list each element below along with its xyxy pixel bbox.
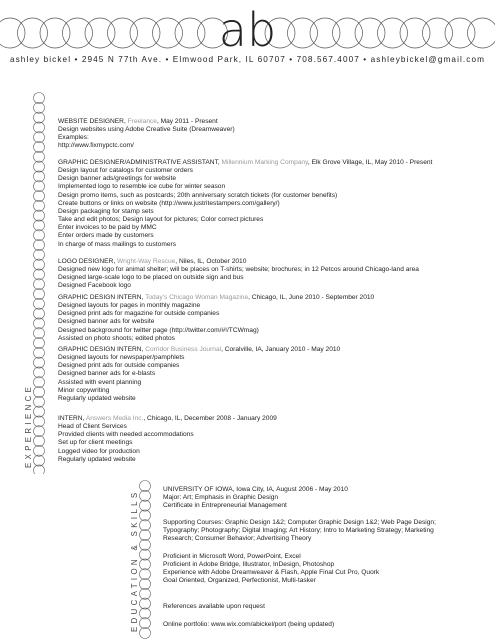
chain-circle: [34, 426, 45, 437]
entry-line: Examples:: [58, 134, 89, 142]
chain-circle: [34, 416, 45, 427]
entry-heading: GRAPHIC DESIGNER/ADMINISTRATIVE ASSISTANT, Millennium Marking Company, Elk Grove Village, IL, May 2010 - Present: [58, 159, 433, 166]
entry-line: Provided clients with needed accommodations: [58, 431, 194, 439]
header-circle: [63, 18, 93, 48]
entry-line: Designed layouts for newspaper/pamphlets: [58, 354, 185, 362]
entry-line: Assisted with event planning: [58, 378, 142, 386]
experience-entry: [58, 294, 488, 343]
chain-circle: [140, 618, 151, 629]
company-name: Today's Chicago Woman Magazine: [145, 294, 249, 301]
header-circle: [355, 18, 385, 48]
chain-circle: [34, 259, 45, 270]
entry-line: Goal Oriented, Organized, Perfectionist, Multi-tasker: [163, 577, 316, 585]
entry-line: Research; Consumer Behavior; Advertising Theory: [163, 535, 312, 543]
chain-circle: [34, 357, 45, 368]
entry-line: Designed banner ads for e-blasts: [58, 370, 156, 378]
chain-circle: [34, 142, 45, 153]
education-circle-chain: [138, 480, 152, 640]
chain-circle: [34, 171, 45, 182]
entry-line: Proficient in Adobe Bridge, Illustrator, InDesign, Photoshop: [163, 561, 335, 569]
chain-circle: [140, 500, 151, 511]
header-circle: [445, 18, 475, 48]
entry-line: Designed banner ads for website: [58, 318, 155, 326]
header-circle: [400, 18, 430, 48]
entry-line: Enter invoices to be paid by MMC: [58, 224, 157, 232]
entry-line: Designed new logo for animal shelter; will be places on T-shirts; website; brochures; in 12 Petcos around Chicago-land area: [58, 266, 419, 274]
chain-circle: [140, 628, 151, 639]
entry-line: Designed print ads for magazine for outside companies: [58, 310, 220, 318]
chain-circle: [140, 490, 151, 501]
chain-circle: [34, 279, 45, 290]
chain-circle: [34, 161, 45, 172]
chain-circle: [34, 289, 45, 300]
experience-entry: [58, 159, 488, 249]
entry-line: Set up for client meetings: [58, 439, 133, 447]
chain-circle: [34, 338, 45, 349]
entry-line: Create buttons or links on website (http://www.justritestampers.com/gallery/): [58, 199, 280, 207]
chain-circle: [34, 387, 45, 398]
entry-line: Logged video for production: [58, 447, 140, 455]
experience-entry: [58, 415, 488, 464]
entry-line: Design websites using Adobe Creative Suite (Dreamweaver): [58, 126, 235, 134]
chain-circle: [34, 102, 45, 113]
header-circle: [423, 18, 453, 48]
entry-line: Design banner ads/greetings for website: [58, 175, 177, 183]
chain-circle: [34, 132, 45, 143]
chain-circle: [34, 240, 45, 251]
chain-circle: [34, 298, 45, 309]
chain-circle: [34, 112, 45, 123]
entry-line: Design layout for catalogs for customer orders: [58, 167, 193, 175]
chain-circle: [34, 367, 45, 378]
entry-line: Designed Facebook logo: [58, 282, 131, 290]
header-circle: [153, 18, 183, 48]
chain-circle: [34, 328, 45, 339]
entry-line: Regularly updated website: [58, 455, 136, 463]
chain-circle: [34, 200, 45, 211]
header-circle-banner: [0, 0, 495, 60]
entry-line: Experience with Adobe Dreamweaver & Flash, Apple Final Cut Pro, Quork: [163, 569, 380, 577]
experience-circle-chain: [32, 92, 46, 474]
entry-line: Typography; Photography; Digital Imaging; Art History; Intro to Marketing Strategy; Marketing: [163, 527, 434, 535]
chain-circle: [140, 569, 151, 580]
chain-circle: [34, 151, 45, 162]
online-portfolio-line: Online portfolio: www.wix.com/abickel/port (being updated): [163, 621, 335, 628]
company-name: Freelance: [127, 118, 157, 125]
chain-circle: [34, 191, 45, 202]
entry-line: Major: Art; Emphasis in Graphic Design: [163, 494, 279, 502]
section-label-education: EDUCATION & SKILLS: [130, 489, 139, 632]
header-circle: [108, 18, 138, 48]
chain-circle: [140, 588, 151, 599]
chain-circle: [140, 579, 151, 590]
entry-line: Enter orders made by customers: [58, 232, 154, 240]
chain-circle: [140, 510, 151, 521]
chain-circle: [34, 455, 45, 466]
chain-circle: [34, 249, 45, 260]
entry-line: Design promo items, such as postcards; 20th anniversary scratch tickets (for customer benefits): [58, 191, 338, 199]
skills-block: [163, 553, 488, 586]
chain-circle: [34, 93, 45, 104]
entry-heading: WEBSITE DESIGNER, Freelance, May 2011 - Present: [58, 118, 218, 125]
company-name: Corridor Business Journal: [145, 346, 222, 353]
chain-circle: [34, 210, 45, 221]
entry-line: In charge of mass mailings to customers: [58, 240, 177, 248]
entry-line: Head of Client Services: [58, 423, 127, 431]
entry-line: Designed background for twitter page (http://twitter.com/#!/TCWmag): [58, 326, 259, 334]
chain-circle: [34, 406, 45, 417]
chain-circle: [140, 608, 151, 619]
entry-line: Assisted on photo shoots; edited photos: [58, 334, 175, 342]
entry-line: Regularly updated website: [58, 394, 136, 402]
header-circle: [0, 18, 25, 48]
chain-circle: [140, 559, 151, 570]
header-circle: [468, 18, 495, 48]
education-block: [163, 486, 488, 510]
entry-heading: GRAPHIC DESIGN INTERN, Today's Chicago Woman Magazine, Chicago, IL, June 2010 - September 2010: [58, 294, 375, 301]
chain-circle: [34, 220, 45, 231]
section-label-experience: EXPERIENCE: [24, 383, 33, 468]
entry-heading: INTERN, Answers Media Inc., Chicago, IL, December 2008 - January 2009: [58, 415, 277, 422]
entry-line: Designed layouts for pages in monthly magazine: [58, 302, 201, 310]
chain-circle: [34, 436, 45, 447]
entry-line: Certificate in Entrepreneurial Management: [163, 502, 287, 510]
chain-circle: [140, 530, 151, 541]
entry-line: Supporting Courses: Graphic Design 1&2; Computer Graphic Design 1&2; Web Page Design;: [163, 519, 436, 526]
chain-circle: [34, 308, 45, 319]
logo-monogram: ab: [218, 3, 277, 57]
company-name: Millennium Marking Company: [221, 159, 308, 166]
header-circle: [40, 18, 70, 48]
entry-line: Minor copywriting: [58, 386, 110, 394]
header-circle: [310, 18, 340, 48]
courses-block: [163, 519, 488, 543]
entry-line: Implemented logo to resemble ice cube for winter season: [58, 183, 226, 191]
chain-circle: [34, 445, 45, 456]
chain-circle: [34, 230, 45, 241]
entry-heading: GRAPHIC DESIGN INTERN, Corridor Business Journal, Coralville, IA, January 2010 - May 2010: [58, 346, 341, 353]
chain-circle: [34, 269, 45, 280]
entry-line: Designed print ads for outside companies: [58, 362, 180, 370]
chain-circle: [34, 377, 45, 388]
portfolio-link[interactable]: http://www.fixmypctc.com/: [58, 142, 134, 150]
chain-circle: [34, 347, 45, 358]
chain-circle: [34, 396, 45, 407]
entry-line: Designed large-scale logo to be placed on outside sign and bus: [58, 274, 244, 282]
company-name: Answers Media Inc.: [85, 415, 144, 422]
chain-circle: [140, 520, 151, 531]
contact-line: ashley bickel • 2945 N 77th Ave. • Elmwood Park, IL 60707 • 708.567.4007 • ashleybickel@gmail.com: [9, 55, 486, 64]
header-circle: [130, 18, 160, 48]
chain-circle: [34, 122, 45, 133]
chain-circle: [140, 549, 151, 560]
header-circle: [175, 18, 205, 48]
chain-circle: [34, 181, 45, 192]
company-name: Wright-Way Rescue: [117, 258, 176, 265]
header-circle: [288, 18, 318, 48]
entry-line: Design packaging for stamp sets: [58, 207, 154, 215]
references-line: References available upon request: [163, 603, 265, 610]
entry-line: UNIVERSITY OF IOWA, Iowa City, IA, August 2006 - May 2010: [163, 486, 348, 493]
experience-entry: [58, 346, 488, 403]
entry-line: Take and edit photos; Design layout for pictures; Color correct pictures: [58, 216, 264, 224]
experience-entry: [58, 258, 488, 291]
chain-circle: [34, 318, 45, 329]
header-circle: [18, 18, 48, 48]
experience-entry: [58, 118, 488, 151]
entry-line: Proficient in Microsoft Word, PowerPoint, Excel: [163, 553, 301, 560]
header-circle: [378, 18, 408, 48]
entry-heading: LOGO DESIGNER, Wright-Way Rescue, Niles, IL, October 2010: [58, 258, 247, 265]
chain-circle: [140, 481, 151, 492]
chain-circle: [140, 539, 151, 550]
header-circle: [333, 18, 363, 48]
chain-circle: [140, 598, 151, 609]
header-circle: [85, 18, 115, 48]
